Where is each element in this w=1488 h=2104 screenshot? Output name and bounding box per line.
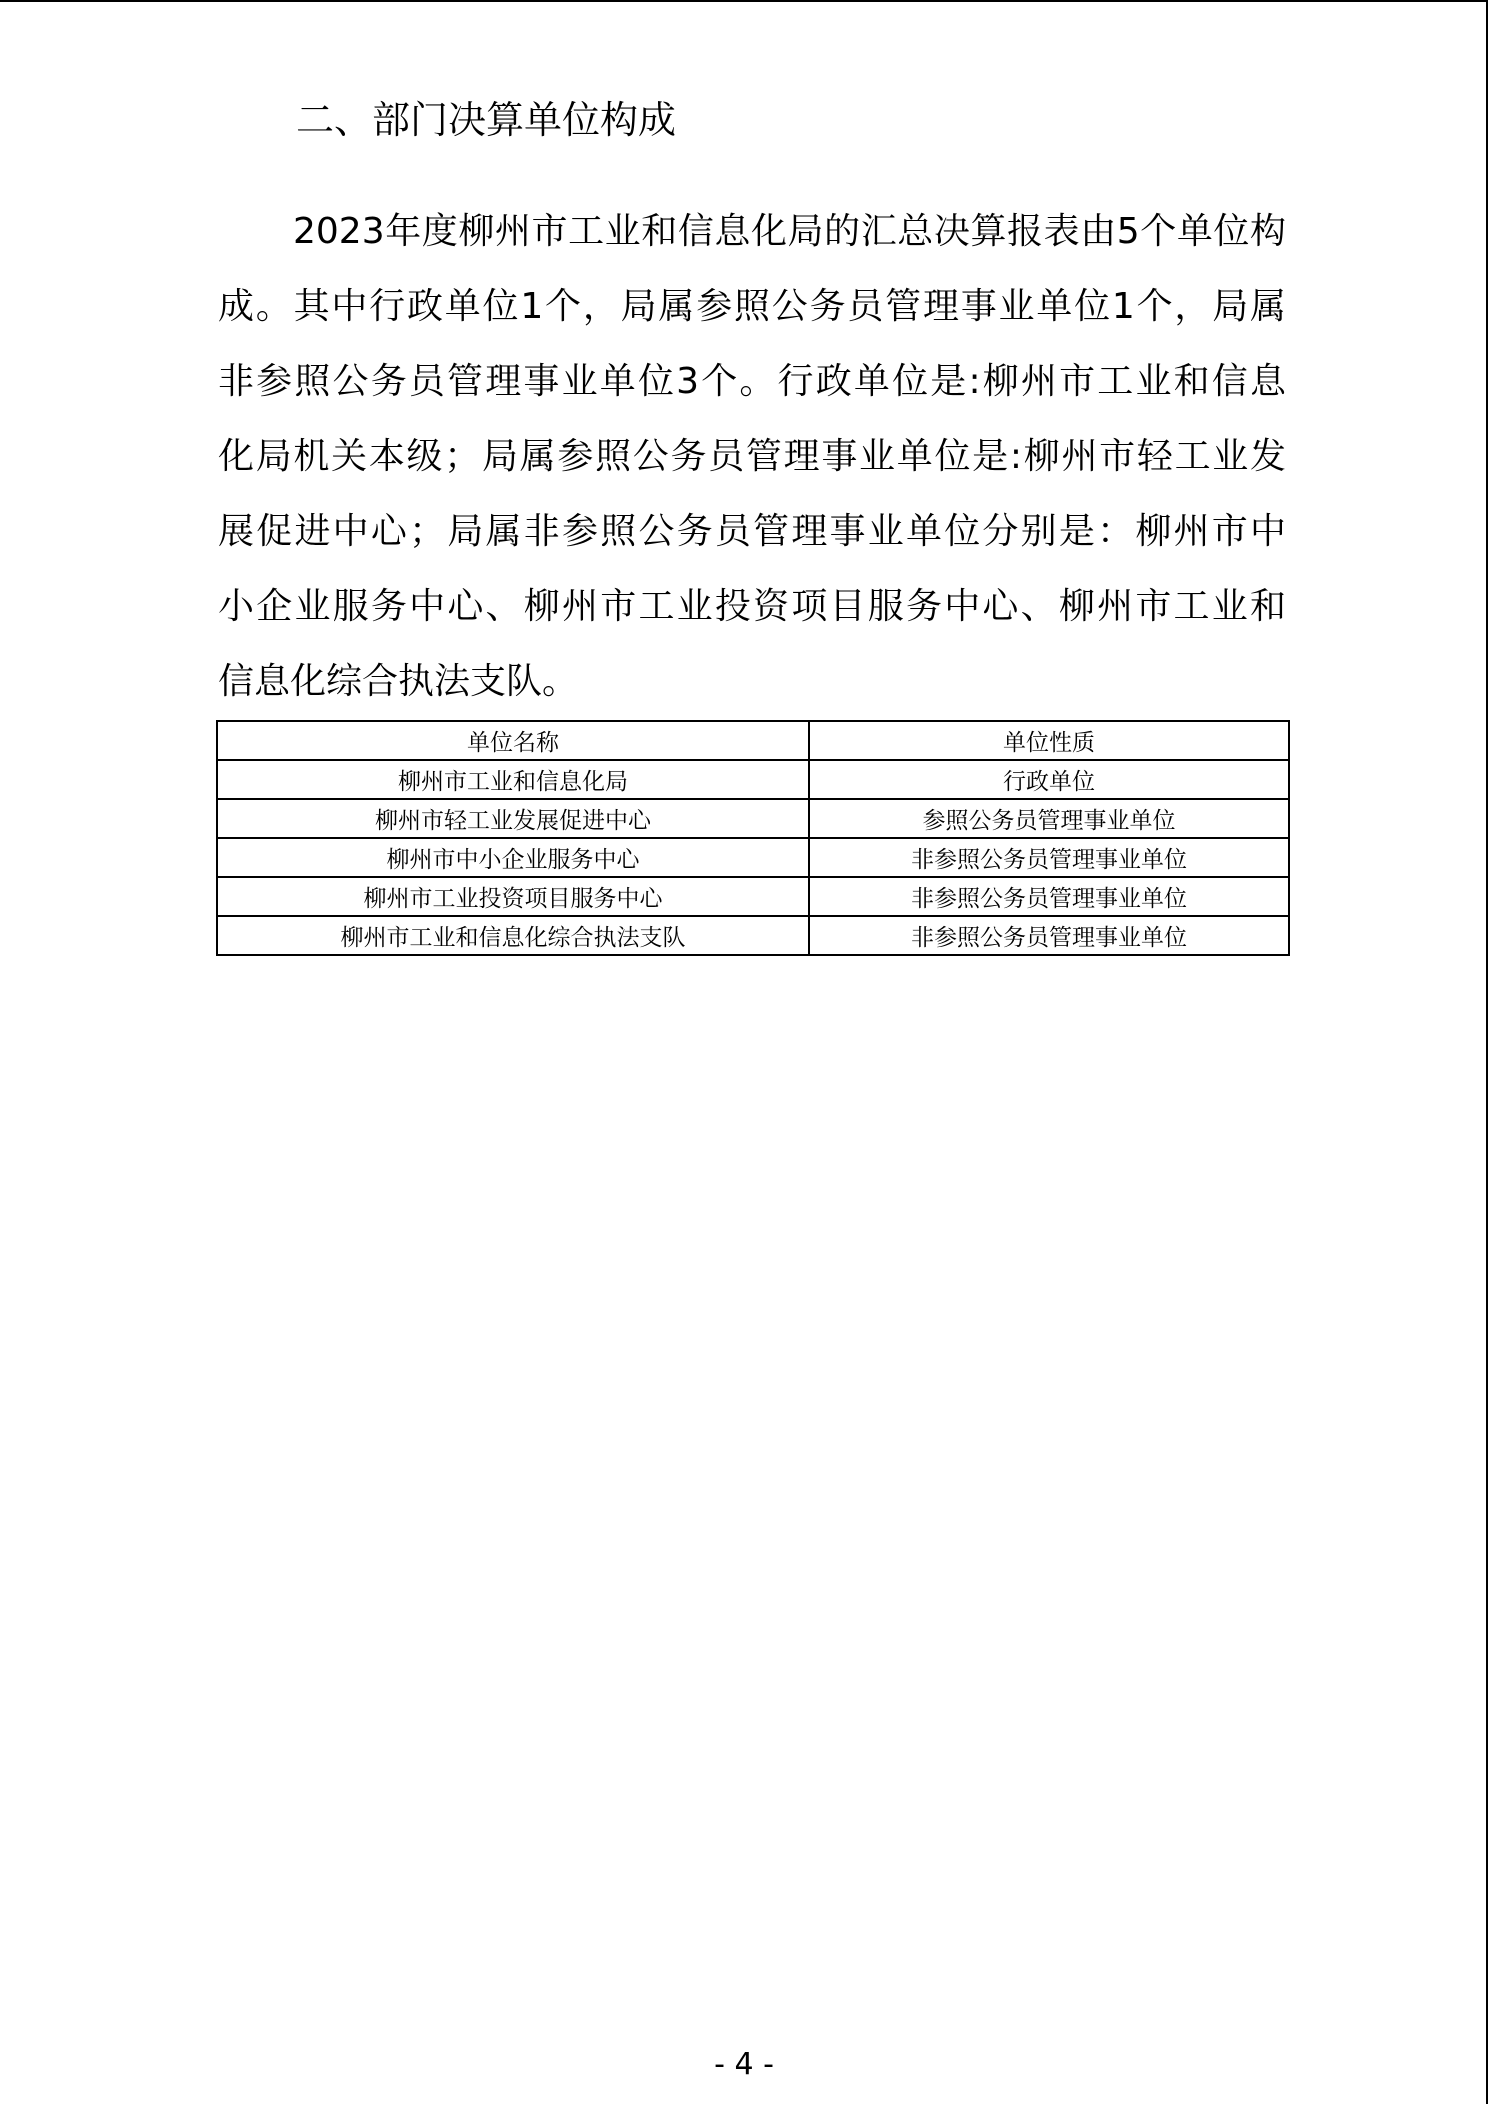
- unit-type-cell: 参照公务员管理事业单位: [809, 799, 1289, 838]
- unit-composition-table: [216, 720, 1290, 956]
- table-header-row: [217, 721, 1289, 760]
- unit-type-cell: 非参照公务员管理事业单位: [809, 838, 1289, 877]
- unit-name-cell: 柳州市工业和信息化局: [217, 760, 809, 799]
- paragraph-line: 2023年度柳州市工业和信息化局的汇总决算报表由5个单位构: [293, 211, 1286, 252]
- unit-type-cell: 行政单位: [809, 760, 1289, 799]
- paragraph-line: 化局机关本级；局属参照公务员管理事业单位是:柳州市轻工业发: [218, 436, 1286, 477]
- paragraph-line: 成。其中行政单位1个，局属参照公务员管理事业单位1个，局属: [218, 286, 1286, 327]
- table-row: [217, 799, 1289, 838]
- header-unit-name: 单位名称: [217, 721, 809, 760]
- table-row: [217, 838, 1289, 877]
- section-heading: 二、部门决算单位构成: [296, 98, 677, 142]
- unit-name-cell: 柳州市工业投资项目服务中心: [217, 877, 809, 916]
- paragraph-line: 非参照公务员管理事业单位3个。行政单位是:柳州市工业和信息: [218, 361, 1286, 402]
- page-top-border: [0, 0, 1488, 2]
- page-number: - 4 -: [714, 2047, 774, 2082]
- paragraph-line: 信息化综合执法支队。: [218, 661, 579, 702]
- unit-type-cell: 非参照公务员管理事业单位: [809, 877, 1289, 916]
- table-row: [217, 877, 1289, 916]
- paragraph-line: 小企业服务中心、柳州市工业投资项目服务中心、柳州市工业和: [218, 586, 1286, 627]
- unit-name-cell: 柳州市工业和信息化综合执法支队: [217, 916, 809, 955]
- table-row: [217, 760, 1289, 799]
- header-unit-type: 单位性质: [809, 721, 1289, 760]
- unit-name-cell: 柳州市中小企业服务中心: [217, 838, 809, 877]
- unit-type-cell: 非参照公务员管理事业单位: [809, 916, 1289, 955]
- paragraph-line: 展促进中心；局属非参照公务员管理事业单位分别是：柳州市中: [218, 511, 1286, 552]
- table-row: [217, 916, 1289, 955]
- unit-name-cell: 柳州市轻工业发展促进中心: [217, 799, 809, 838]
